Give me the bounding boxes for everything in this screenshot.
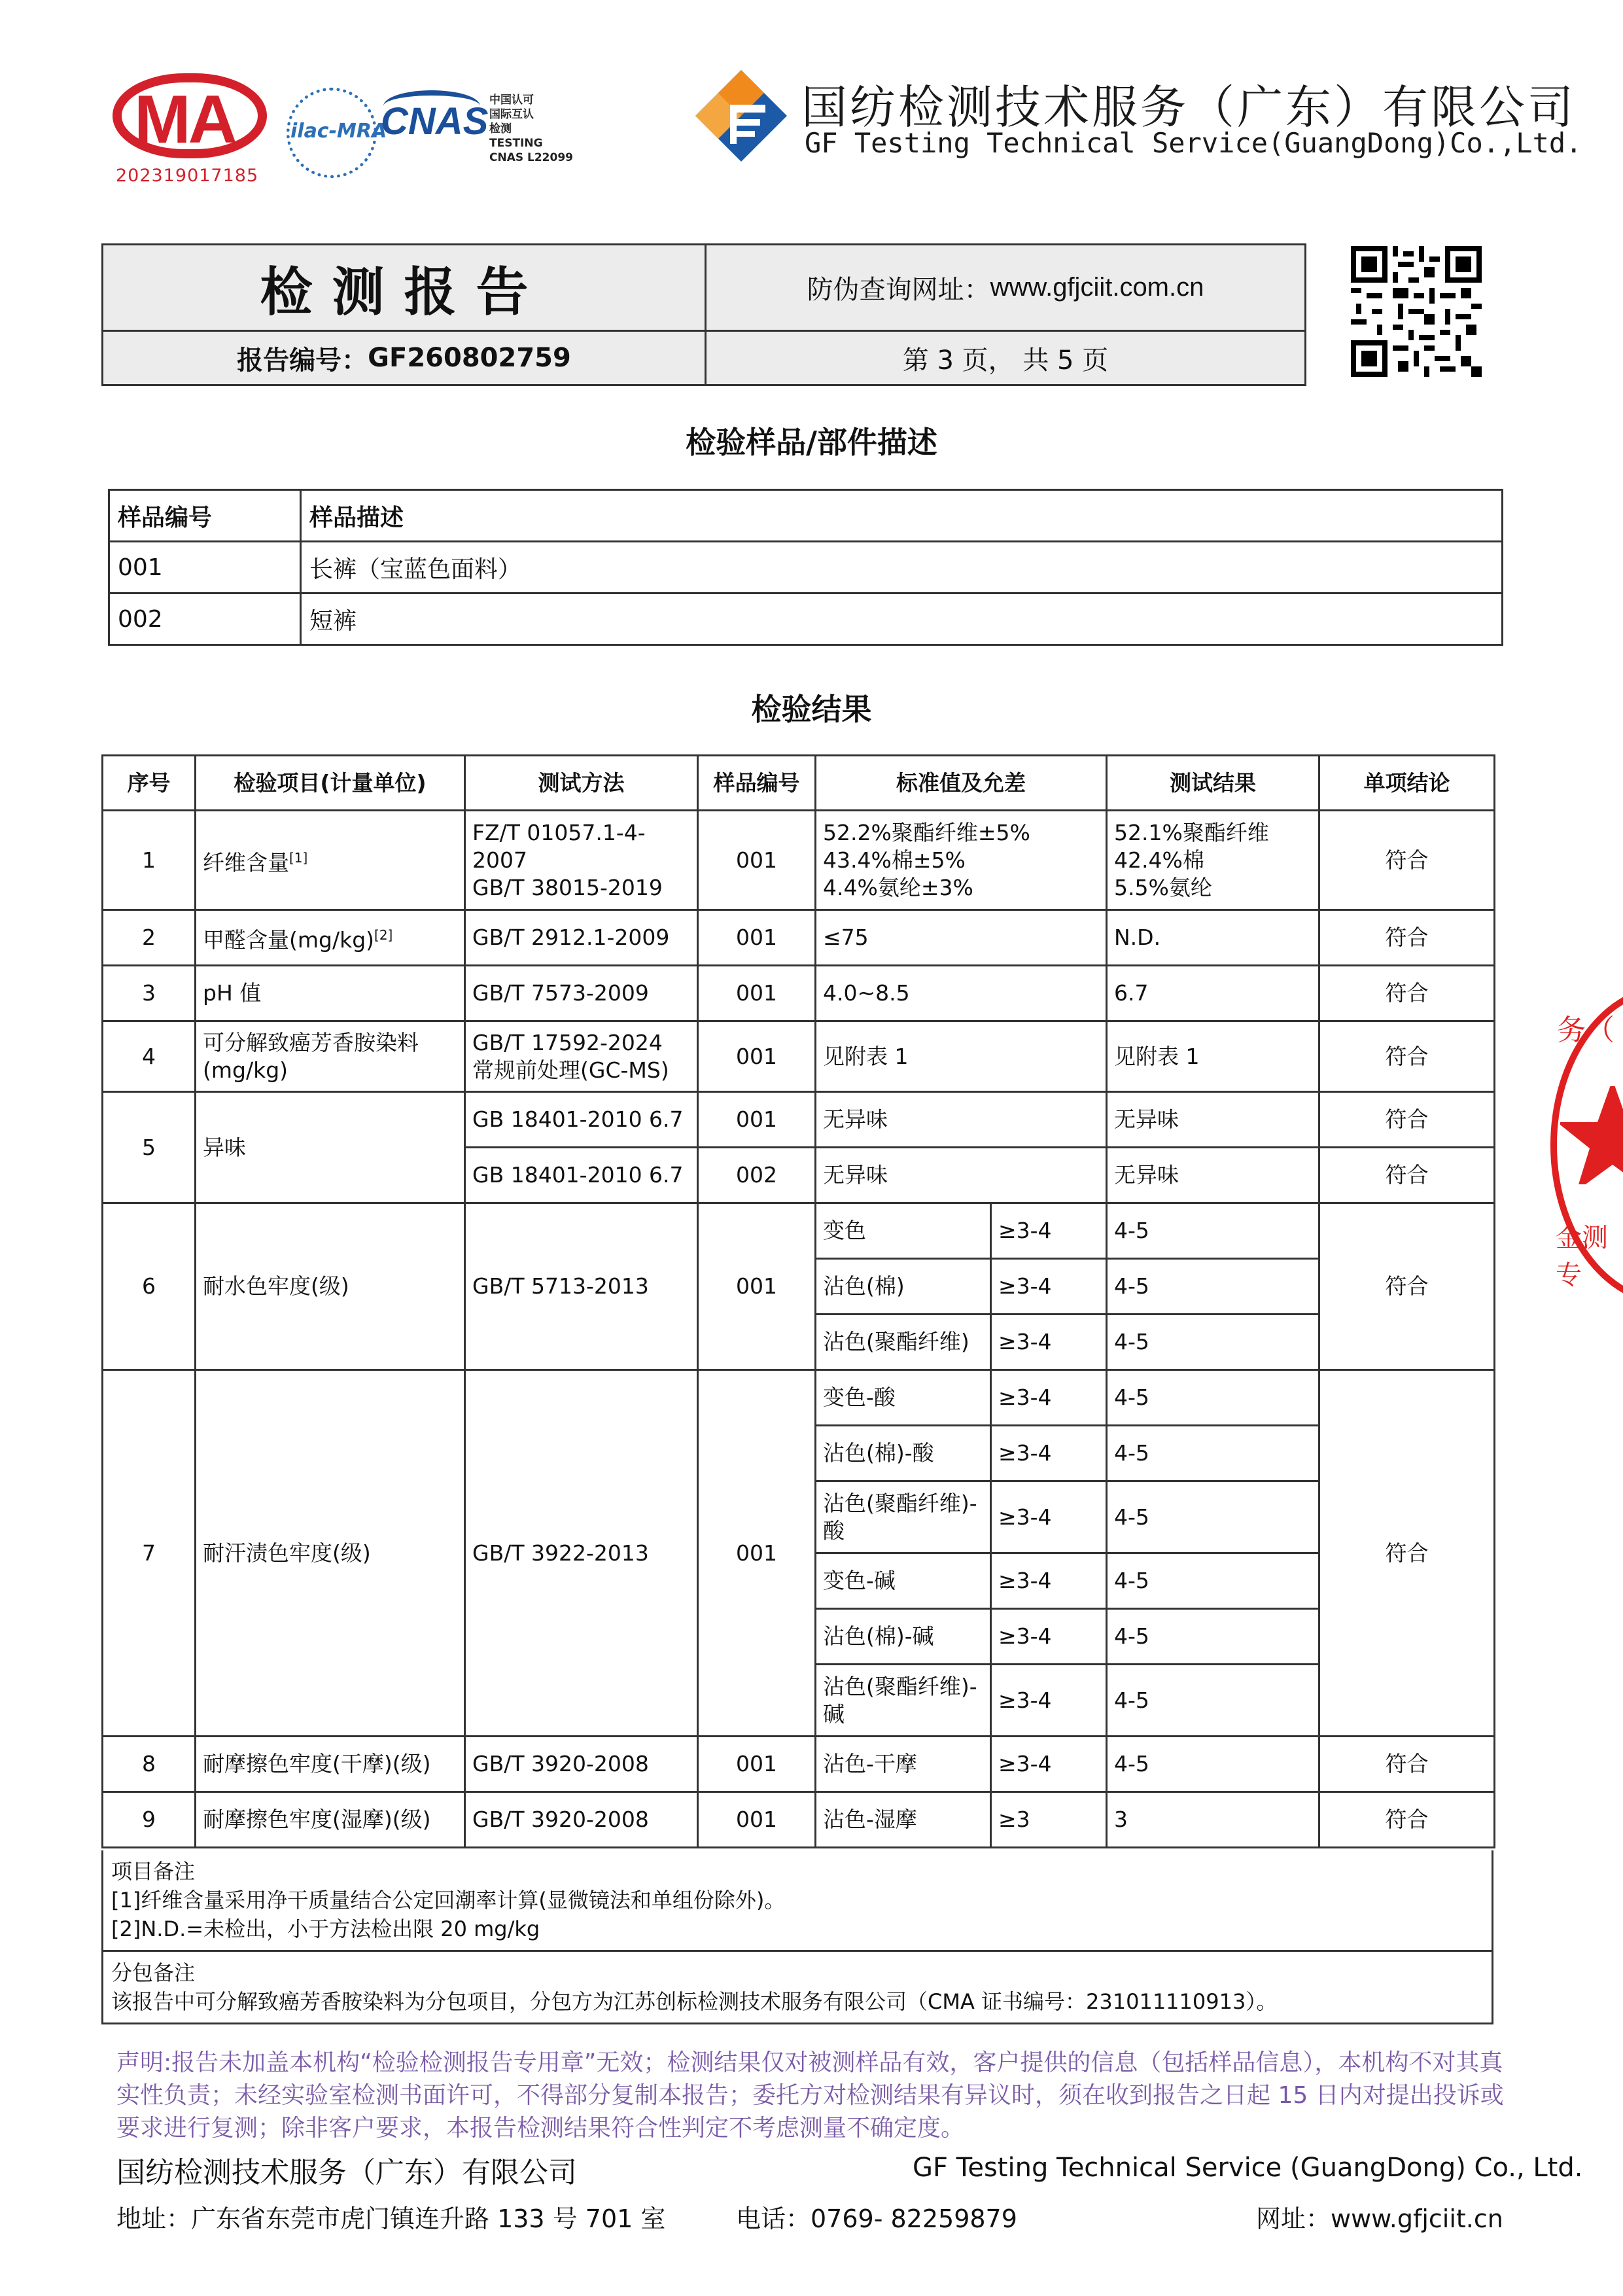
sub-item: 沾色(棉)-碱 bbox=[816, 1609, 991, 1665]
sub-item: 沾色(聚酯纤维)-酸 bbox=[816, 1481, 991, 1553]
declaration: 声明:报告未加盖本机构“检验检测报告专用章”无效；检测结果仅对被测样品有效，客户提供的信息（包括样品信息），本机构不对其真实性负责；未经实验室检测书面许可，不得部分复制本报告；委托方对检测结果有异议时，须在收到报告之日起 15 日内对提出投诉或要求进行复测；除非客户要求，本报告检测结果符合性判定不考虑测量不确定度。 bbox=[116, 2049, 1504, 2142]
method-line: FZ/T 01057.1-4-2007 bbox=[472, 819, 646, 873]
test-result: 4-5 bbox=[1107, 1737, 1319, 1792]
test-method: GB/T 3920-2008 bbox=[465, 1737, 698, 1792]
footer-company-en: GF Testing Technical Service (GuangDong) Co., Ltd. bbox=[913, 2153, 1583, 2183]
table-row bbox=[103, 1370, 1495, 1426]
requirement: ≥3-4 bbox=[991, 1737, 1107, 1792]
result-line: 42.4%棉 bbox=[1114, 847, 1204, 873]
test-result: 4-5 bbox=[1107, 1203, 1319, 1259]
test-result: 4-5 bbox=[1107, 1665, 1319, 1737]
conclusion: 符合 bbox=[1319, 1021, 1495, 1092]
item-note-line: [2]N.D.=未检出，小于方法检出限 20 mg/kg bbox=[111, 1916, 540, 1941]
sub-item: 沾色(棉)-酸 bbox=[816, 1426, 991, 1481]
row-number: 2 bbox=[103, 910, 196, 966]
test-result: 4-5 bbox=[1107, 1609, 1319, 1665]
requirement: ≥3-4 bbox=[991, 1481, 1107, 1553]
item-notes bbox=[103, 1850, 1492, 1950]
test-method: GB/T 7573-2009 bbox=[465, 966, 698, 1021]
test-item bbox=[196, 1021, 465, 1092]
header-cell: 样品编号 bbox=[109, 490, 301, 542]
result-line: 5.5%氨纶 bbox=[1114, 874, 1212, 900]
header-cell: 检验项目(计量单位) bbox=[196, 756, 465, 811]
anti-fake-url[interactable]: www.gfjciit.com.cn bbox=[990, 273, 1204, 302]
results-section-title: 检验结果 bbox=[751, 692, 872, 727]
test-method: GB/T 5713-2013 bbox=[465, 1203, 698, 1370]
report-title-box bbox=[101, 243, 1306, 386]
header-cell: 测试结果 bbox=[1107, 756, 1319, 811]
sample-section-title: 检验样品/部件描述 bbox=[686, 425, 937, 460]
sample-id: 001 bbox=[698, 966, 816, 1021]
row-number: 1 bbox=[103, 811, 196, 910]
test-method: GB/T 2912.1-2009 bbox=[465, 910, 698, 966]
header-cell: 样品编号 bbox=[698, 756, 816, 811]
sample-id: 001 bbox=[698, 1092, 816, 1148]
test-method bbox=[465, 811, 698, 910]
sample-id: 001 bbox=[698, 910, 816, 966]
stamp-text-bottom: 金测专 bbox=[1556, 1223, 1608, 1290]
stamp-star-icon bbox=[1560, 1086, 1623, 1184]
sub-item: 变色-碱 bbox=[816, 1553, 991, 1609]
sub-item: 沾色(聚酯纤维) bbox=[816, 1315, 991, 1370]
header-cell: 标准值及允差 bbox=[816, 756, 1107, 811]
conclusion: 符合 bbox=[1319, 1792, 1495, 1848]
header-cell: 测试方法 bbox=[465, 756, 698, 811]
test-item: pH 值 bbox=[196, 966, 465, 1021]
test-method: GB 18401-2010 6.7 bbox=[465, 1092, 698, 1148]
test-result: 见附表 1 bbox=[1107, 1021, 1319, 1092]
item-note-line: [1]纤维含量采用净干质量结合公定回潮率计算(显微镜法和单组份除外)。 bbox=[111, 1888, 786, 1913]
test-item: 耐摩擦色牢度(干摩)(级) bbox=[196, 1737, 465, 1792]
sub-item: 沾色(棉) bbox=[816, 1259, 991, 1315]
requirement: ≥3-4 bbox=[991, 1315, 1107, 1370]
test-result: 3 bbox=[1107, 1792, 1319, 1848]
stamp-text-top: 务（ bbox=[1557, 1014, 1614, 1047]
sub-item: 沾色-湿摩 bbox=[816, 1792, 991, 1848]
anti-fake-label: 防伪查询网址： bbox=[807, 275, 990, 305]
test-item-text: 纤维含量 bbox=[203, 849, 289, 875]
sample-id: 001 bbox=[698, 1792, 816, 1848]
standard-value: 无异味 bbox=[816, 1092, 1107, 1148]
test-result bbox=[1107, 811, 1319, 910]
test-result: 无异味 bbox=[1107, 1148, 1319, 1203]
method-line: GB/T 38015-2019 bbox=[472, 874, 663, 900]
cnas-line: TESTING bbox=[489, 137, 543, 150]
method-line: GB/T 17592-2024 bbox=[472, 1029, 663, 1055]
ilac-text: ilac-MRA bbox=[290, 120, 387, 143]
row-number: 8 bbox=[103, 1737, 196, 1792]
row-number: 6 bbox=[103, 1203, 196, 1370]
footer-address: 地址：广东省东莞市虎门镇连升路 133 号 701 室 bbox=[116, 2204, 666, 2233]
item-notes-title: 项目备注 bbox=[111, 1859, 196, 1884]
cma-number: 202319017185 bbox=[116, 166, 259, 186]
test-result: 4-5 bbox=[1107, 1259, 1319, 1315]
report-number: GF260802759 bbox=[368, 343, 571, 373]
table-row bbox=[103, 910, 1495, 966]
table-row bbox=[109, 593, 1503, 645]
sample-id: 001 bbox=[698, 1370, 816, 1737]
footnote-ref: [2] bbox=[374, 927, 393, 943]
test-item: 耐水色牢度(级) bbox=[196, 1203, 465, 1370]
requirement: ≥3-4 bbox=[991, 1553, 1107, 1609]
sub-item: 沾色-干摩 bbox=[816, 1737, 991, 1792]
cnas-line: 中国认可 bbox=[489, 94, 534, 107]
page-info: 第 3 页， 共 5 页 bbox=[707, 332, 1304, 384]
method-line: 常规前处理(GC-MS) bbox=[472, 1057, 669, 1083]
conclusion: 符合 bbox=[1319, 811, 1495, 910]
std-line: 52.2%聚酯纤维±5% bbox=[823, 819, 1030, 845]
sample-desc: 长裤（宝蓝色面料） bbox=[301, 542, 1503, 593]
row-number: 9 bbox=[103, 1792, 196, 1848]
test-result: 4-5 bbox=[1107, 1481, 1319, 1553]
test-item-text: 甲醛含量(mg/kg) bbox=[203, 927, 375, 953]
header-cell: 序号 bbox=[103, 756, 196, 811]
test-result: 4-5 bbox=[1107, 1426, 1319, 1481]
requirement: ≥3-4 bbox=[991, 1259, 1107, 1315]
footer-company-cn: 国纺检测技术服务（广东）有限公司 bbox=[116, 2156, 577, 2189]
conclusion: 符合 bbox=[1319, 1203, 1495, 1370]
standard-value: 见附表 1 bbox=[816, 1021, 1107, 1092]
std-line: 4.4%氨纶±3% bbox=[823, 874, 973, 900]
sample-id: 002 bbox=[109, 593, 301, 645]
conclusion: 符合 bbox=[1319, 1370, 1495, 1737]
row-number: 4 bbox=[103, 1021, 196, 1092]
requirement: ≥3-4 bbox=[991, 1426, 1107, 1481]
item-line: 可分解致癌芳香胺染料 bbox=[203, 1029, 419, 1055]
sub-item: 变色-酸 bbox=[816, 1370, 991, 1426]
test-result: 4-5 bbox=[1107, 1315, 1319, 1370]
sample-id: 001 bbox=[698, 811, 816, 910]
conclusion: 符合 bbox=[1319, 910, 1495, 966]
table-row bbox=[103, 1203, 1495, 1259]
sample-id: 001 bbox=[109, 542, 301, 593]
sample-table bbox=[108, 489, 1503, 646]
table-row bbox=[103, 811, 1495, 910]
conclusion: 符合 bbox=[1319, 1148, 1495, 1203]
test-item bbox=[196, 910, 465, 966]
row-number: 3 bbox=[103, 966, 196, 1021]
qr-code-icon bbox=[1351, 246, 1482, 377]
test-method bbox=[465, 1021, 698, 1092]
standard-value bbox=[816, 811, 1107, 910]
results-table bbox=[101, 754, 1495, 1848]
std-line: 43.4%棉±5% bbox=[823, 847, 966, 873]
test-method: GB/T 3920-2008 bbox=[465, 1792, 698, 1848]
table-row bbox=[109, 542, 1503, 593]
standard-value: 4.0~8.5 bbox=[816, 966, 1107, 1021]
standard-value: ≤75 bbox=[816, 910, 1107, 966]
row-number: 5 bbox=[103, 1092, 196, 1203]
requirement: ≥3-4 bbox=[991, 1370, 1107, 1426]
header-cell: 单项结论 bbox=[1319, 756, 1495, 811]
conclusion: 符合 bbox=[1319, 966, 1495, 1021]
table-row bbox=[103, 1092, 1495, 1148]
test-item bbox=[196, 811, 465, 910]
test-result: N.D. bbox=[1107, 910, 1319, 966]
test-item: 耐汗渍色牢度(级) bbox=[196, 1370, 465, 1737]
test-result: 6.7 bbox=[1107, 966, 1319, 1021]
result-line: 52.1%聚酯纤维 bbox=[1114, 819, 1269, 845]
requirement: ≥3-4 bbox=[991, 1203, 1107, 1259]
conclusion: 符合 bbox=[1319, 1092, 1495, 1148]
subcontract-notes bbox=[103, 1950, 1492, 2022]
sub-item: 沾色(聚酯纤维)-碱 bbox=[816, 1665, 991, 1737]
row-number: 7 bbox=[103, 1370, 196, 1737]
footnote-ref: [1] bbox=[289, 849, 308, 866]
test-result: 无异味 bbox=[1107, 1092, 1319, 1148]
subcontract-notes-title: 分包备注 bbox=[111, 1960, 196, 1985]
sample-id: 002 bbox=[698, 1148, 816, 1203]
report-number-label: 报告编号： bbox=[237, 345, 368, 376]
table-row bbox=[103, 1737, 1495, 1792]
notes-box bbox=[101, 1850, 1493, 2024]
header-cell: 样品描述 bbox=[301, 490, 1503, 542]
test-result: 4-5 bbox=[1107, 1553, 1319, 1609]
table-row bbox=[103, 966, 1495, 1021]
anti-fake-cell bbox=[707, 245, 1304, 332]
cnas-text: CNAS bbox=[381, 100, 489, 143]
test-method: GB/T 3922-2013 bbox=[465, 1370, 698, 1737]
standard-value: 无异味 bbox=[816, 1148, 1107, 1203]
requirement: ≥3-4 bbox=[991, 1609, 1107, 1665]
cnas-line: 检测 bbox=[489, 122, 512, 135]
test-result: 4-5 bbox=[1107, 1370, 1319, 1426]
test-item: 耐摩擦色牢度(湿摩)(级) bbox=[196, 1792, 465, 1848]
report-number-cell bbox=[103, 332, 707, 384]
footer-phone: 电话：0769- 82259879 bbox=[736, 2204, 1017, 2233]
cnas-line: 国际互认 bbox=[489, 108, 534, 121]
item-line: (mg/kg) bbox=[203, 1057, 288, 1083]
table-header-row bbox=[103, 756, 1495, 811]
cma-logo-text: MA bbox=[134, 82, 235, 158]
sample-desc: 短裤 bbox=[301, 593, 1503, 645]
sample-id: 001 bbox=[698, 1203, 816, 1370]
requirement: ≥3 bbox=[991, 1792, 1107, 1848]
sample-id: 001 bbox=[698, 1737, 816, 1792]
test-method: GB 18401-2010 6.7 bbox=[465, 1148, 698, 1203]
gf-logo-icon bbox=[692, 67, 790, 165]
sample-id: 001 bbox=[698, 1021, 816, 1092]
table-row bbox=[103, 1021, 1495, 1092]
cnas-line: CNAS L22099 bbox=[489, 151, 573, 164]
cnas-small-text bbox=[489, 93, 573, 165]
company-name-en: GF Testing Technical Service(GuangDong)Co.,Ltd. bbox=[805, 127, 1582, 159]
requirement: ≥3-4 bbox=[991, 1665, 1107, 1737]
table-row bbox=[103, 1792, 1495, 1848]
table-header-row bbox=[109, 490, 1503, 542]
report-title: 检测报告 bbox=[103, 245, 707, 332]
conclusion: 符合 bbox=[1319, 1737, 1495, 1792]
test-item: 异味 bbox=[196, 1092, 465, 1203]
subcontract-note-line: 该报告中可分解致癌芳香胺染料为分包项目，分包方为江苏创标检测技术服务有限公司（CMA 证书编号：231011110913）。 bbox=[111, 1989, 1278, 2014]
company-name-cn: 国纺检测技术服务（广东）有限公司 bbox=[801, 80, 1576, 134]
footer-website[interactable]: 网址：www.gfjciit.cn bbox=[1256, 2204, 1503, 2233]
sub-item: 变色 bbox=[816, 1203, 991, 1259]
